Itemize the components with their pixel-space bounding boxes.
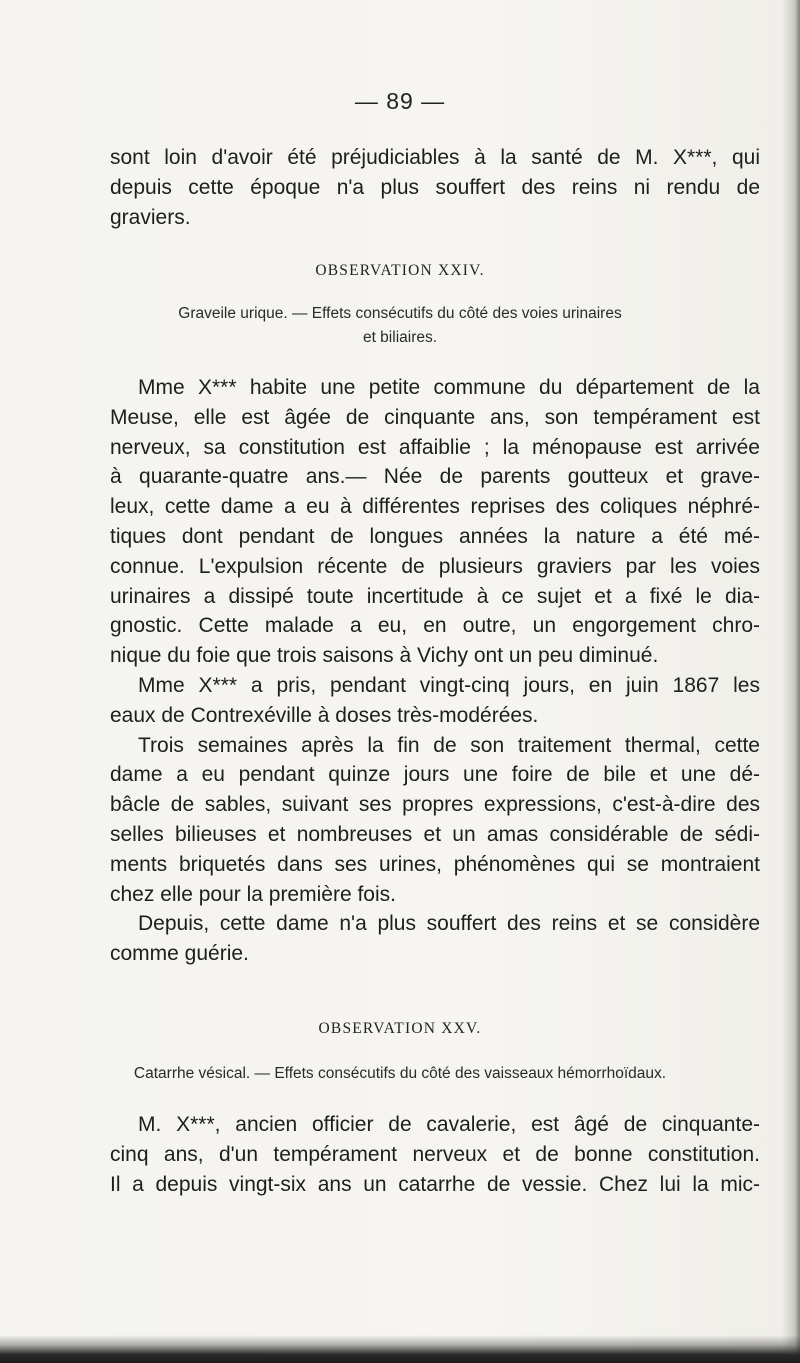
text-line: Mme X*** a pris, pendant vingt-cinq jours, en juin 1867 les: [138, 673, 760, 697]
text-line: gnostic. Cette malade a eu, en outre, un engorgement chro-: [110, 614, 760, 638]
text-line: graviers.: [110, 205, 191, 229]
text-line: dame a eu pendant quinze jours une foire de bile et une dé-: [110, 763, 760, 787]
text-line: tiques dont pendant de longues années la nature a été mé-: [110, 524, 760, 548]
paragraph: [110, 731, 760, 910]
text-line: Trois semaines après la fin de son traitement thermal, cette: [138, 733, 760, 757]
page-number: — 89 —: [354, 88, 446, 114]
paragraph: [110, 1110, 760, 1199]
text-line: Meuse, elle est âgée de cinquante ans, son tempérament est: [110, 405, 760, 429]
text-line: nerveux, sa constitution est affaiblie ; la ménopause est arrivée: [110, 435, 760, 459]
text-line: connue. L'expulsion récente de plusieurs graviers par les voies: [110, 554, 760, 578]
subtitle-line: Graveile urique. — Effets consécutifs du côté des voies urinaires: [178, 305, 622, 322]
observation-25-heading: OBSERVATION XXV.: [318, 1020, 482, 1037]
intro-paragraph: [110, 143, 760, 232]
text-line: M. X***, ancien officier de cavalerie, est âgé de cinquante-: [138, 1113, 760, 1136]
text-line: bâcle de sables, suivant ses propres expressions, c'est-à-dire des: [110, 793, 760, 817]
observation-25-subtitle: [0, 1062, 800, 1086]
text-line: sont loin d'avoir été préjudiciables à la santé de M. X***, qui: [110, 146, 760, 169]
scan-edge-shadow: [782, 0, 800, 1363]
text-line: urinaires a dissipé toute incertitude à ce sujet et a fixé le dia-: [110, 584, 760, 608]
text-line: eaux de Contrexéville à doses très-modérées.: [110, 703, 539, 727]
text-line: nique du foie que trois saisons à Vichy ont un peu diminué.: [110, 644, 659, 668]
observation-24-heading: OBSERVATION XXIV.: [315, 262, 485, 279]
text-line: leux, cette dame a eu à différentes reprises des coliques néphré-: [110, 495, 760, 519]
text-line: Mme X*** habite une petite commune du département de la: [138, 376, 760, 399]
subtitle-line: Catarrhe vésical. — Effets consécutifs du côté des vaisseaux hémorrhoïdaux.: [133, 1065, 667, 1082]
text-line: comme guérie.: [110, 942, 249, 966]
paragraph: [110, 671, 760, 731]
paragraph: [110, 373, 760, 671]
text-line: Depuis, cette dame n'a plus souffert des reins et se considère: [138, 912, 760, 936]
text-line: cinq ans, d'un tempérament nerveux et de bonne constitution.: [110, 1142, 760, 1166]
text-line: chez elle pour la première fois.: [110, 882, 396, 906]
text-line: Il a depuis vingt-six ans un catarrhe de vessie. Chez lui la mic-: [110, 1172, 760, 1196]
observation-25-body: [110, 1110, 760, 1199]
text-line: selles bilieuses et nombreuses et un amas considérable de sédi-: [110, 822, 760, 846]
observation-24-subtitle: [0, 302, 800, 350]
paragraph: [110, 909, 760, 969]
text-line: depuis cette époque n'a plus souffert des reins ni rendu de: [110, 175, 760, 199]
subtitle-line: et biliaires.: [362, 329, 438, 346]
text-line: à quarante-quatre ans.— Née de parents goutteux et grave-: [110, 465, 760, 489]
scan-bottom-edge: [0, 1335, 800, 1363]
observation-24-body: [110, 373, 760, 969]
text-line: ments briquetés dans ses urines, phénomènes qui se montraient: [110, 852, 760, 876]
